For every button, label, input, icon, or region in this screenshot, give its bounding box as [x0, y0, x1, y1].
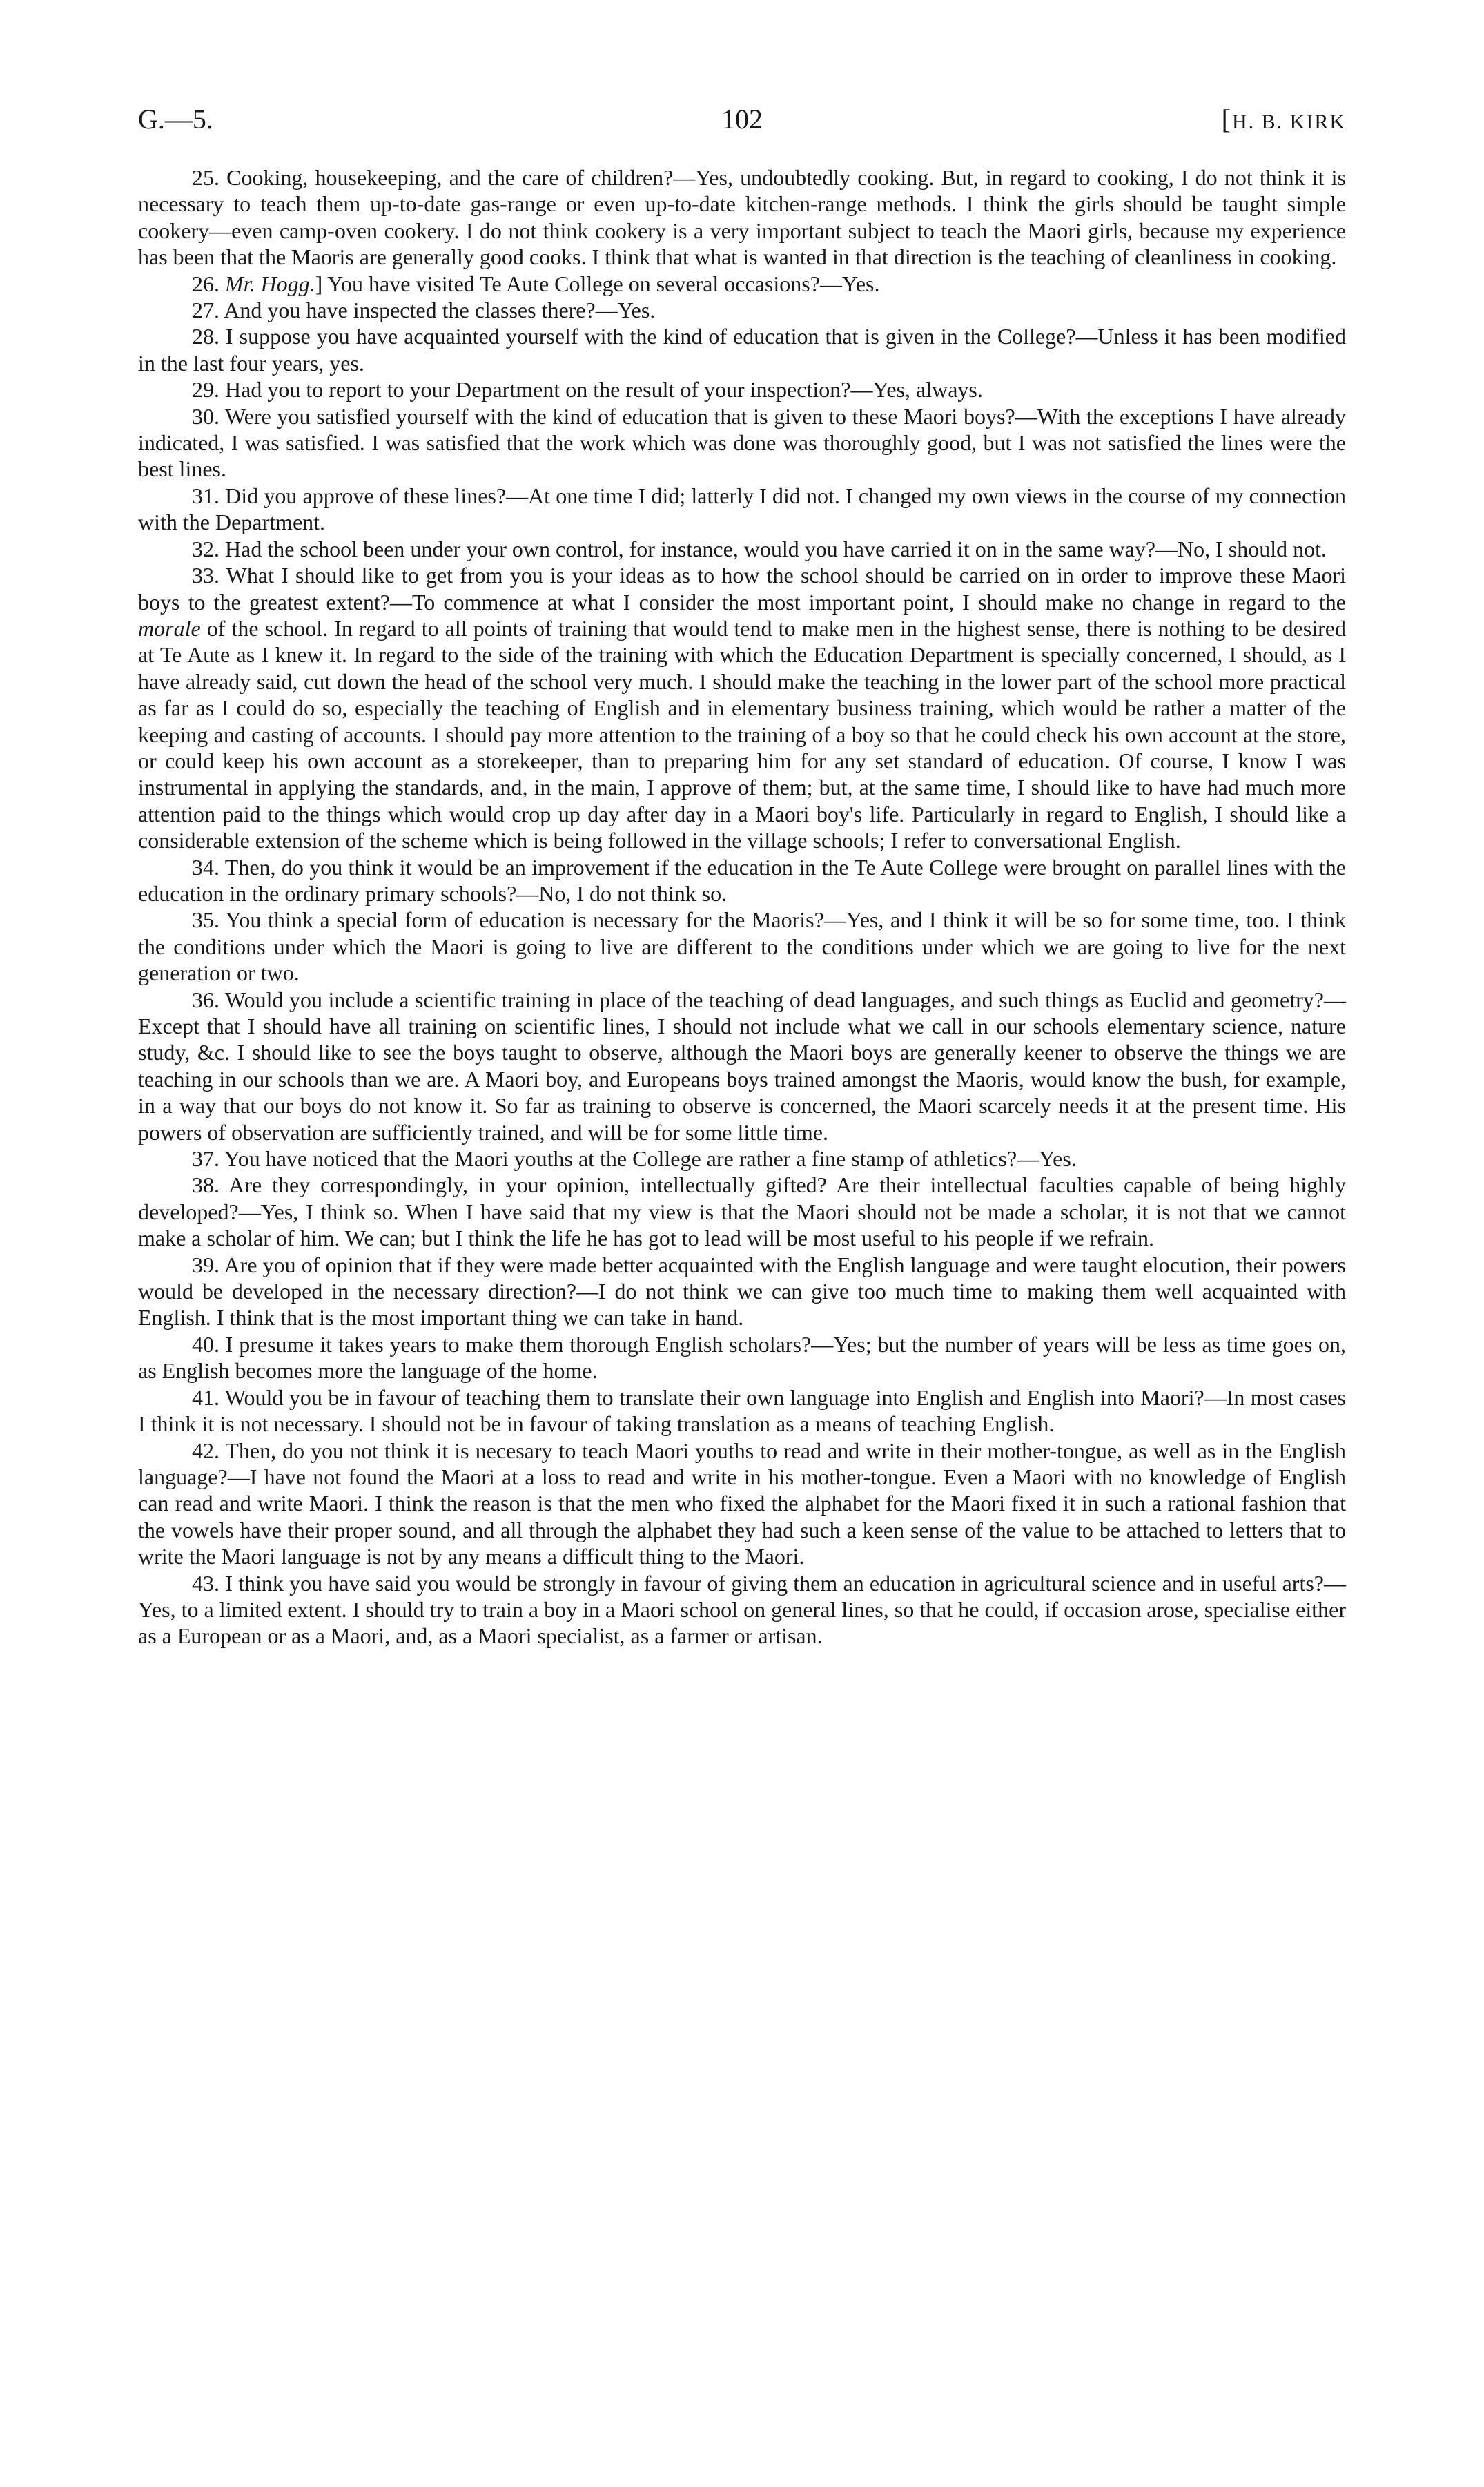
question-number: 27. — [192, 298, 219, 323]
qa-text: Are you of opinion that if they were made better acquainted with the English language and were taught elocution, their powers would be developed in the necessary direction?—I do not think we can give too much time to making them well acquainted with English. I think that is the most important thing we can take in hand. — [138, 1252, 1347, 1330]
qa-item-28 — [138, 323, 1346, 376]
qa-text: You think a special form of education is necessary for the Maoris?—Yes, and I think it will be so for some time, too. I think the conditions under which the Maori is going to live are different to the conditions under which we are going to live for the next generation or two. — [138, 907, 1347, 986]
witness-name-text: H. B. KIRK — [1231, 110, 1346, 133]
report-code: G.—5. — [138, 104, 213, 135]
witness-bracket: [ — [1221, 104, 1232, 135]
question-number: 34. — [192, 854, 219, 880]
speaker-name: Mr. Hogg. — [225, 271, 315, 296]
question-number: 36. — [192, 987, 219, 1012]
qa-item-32 — [138, 536, 1346, 562]
qa-text: Then, do you think it would be an improvement if the education in the Te Aute College were brought on parallel lines with the education in the ordinary primary schools?—No, I do not think so. — [138, 854, 1347, 906]
speaker-bracket: ] — [315, 271, 323, 296]
page-number: 102 — [721, 104, 763, 135]
page-header — [138, 102, 1346, 137]
qa-item-37 — [138, 1145, 1346, 1172]
qa-text: And you have inspected the classes there?—Yes. — [224, 298, 656, 323]
qa-item-30 — [138, 403, 1346, 483]
question-number: 32. — [192, 536, 219, 561]
qa-item-40 — [138, 1331, 1346, 1384]
qa-text: Then, do you not think it is necesary to teach Maori youths to read and write in their mother-tongue, as well as in the English language?—I have not found the Maori at a loss to read and write in his mother-tongue. Even a Maori with no knowledge of English can read and write Maori. I think the reason is that the men who fixed the alphabet for the Maori fixed it in such a rational fashion that the vowels have their proper sound, and all through the alphabet they had such a keen sense of the value to be attached to letters that to write the Maori language is not by any means a difficult thing to the Maori. — [138, 1438, 1347, 1569]
qa-text: I think you have said you would be strongly in favour of giving them an education in agricultural science and in useful arts?—Yes, to a limited extent. I should try to train a boy in a Maori school on general lines, so that he could, if occasion arose, specialise either as a European or as a Maori, and, as a Maori specialist, as a farmer or artisan. — [138, 1570, 1347, 1649]
question-number: 25. — [192, 165, 219, 190]
qa-item-35 — [138, 907, 1346, 986]
question-number: 40. — [192, 1331, 219, 1357]
witness-name — [1222, 102, 1346, 139]
qa-text: Did you approve of these lines?—At one time I did; latterly I did not. I changed my own views in the course of my connection with the Department. — [138, 483, 1347, 535]
qa-item-25 — [138, 164, 1346, 271]
qa-text: Are they correspondingly, in your opinion, intellectually gifted? Are their intellectual faculties capable of being highly developed?—Yes, I think so. When I have said that my view is that the Maori should not be made a scholar, it is not that we cannot make a scholar of him. We can; but I think the life he has got to lead will be most useful to his people if we refrain. — [138, 1172, 1347, 1251]
qa-text: Were you satisfied yourself with the kind of education that is given to these Maori boys?—With the exceptions I have already indicated, I was satisfied. I was satisfied that the work which was done was thoroughly good, but I was not satisfied the lines were the best lines. — [138, 403, 1347, 482]
qa-item-27 — [138, 297, 1346, 323]
qa-item-29 — [138, 376, 1346, 403]
qa-text: Would you be in favour of teaching them to translate their own language into English and English into Maori?—In most cases I think it is not necessary. I should not be in favour of taking translation as a means of teaching English. — [138, 1384, 1347, 1437]
question-number: 42. — [192, 1438, 219, 1463]
qa-text: You have visited Te Aute College on several occasions?—Yes. — [322, 271, 880, 296]
qa-item-36 — [138, 987, 1346, 1145]
question-number: 30. — [192, 403, 219, 429]
qa-item-43 — [138, 1570, 1346, 1649]
qa-item-31 — [138, 483, 1346, 536]
question-number: 43. — [192, 1570, 219, 1596]
qa-text: Had you to report to your Department on the result of your inspection?—Yes, always. — [225, 377, 983, 403]
italic-term: morale — [138, 615, 201, 641]
question-number: 28. — [192, 324, 219, 349]
qa-item-34 — [138, 854, 1346, 907]
qa-item-33 — [138, 562, 1346, 853]
qa-text: What I should like to get from you is your ideas as to how the school should be carried on in order to improve these Maori boys to the greatest extent?—To commence at what I consider the most important point, I should make no change in regard to the — [138, 563, 1347, 615]
qa-item-41 — [138, 1384, 1346, 1438]
question-number: 33. — [192, 563, 219, 588]
question-number: 38. — [192, 1172, 219, 1198]
question-number: 41. — [192, 1384, 219, 1410]
question-number: 39. — [192, 1252, 219, 1277]
qa-item-42 — [138, 1438, 1346, 1570]
qa-text: Had the school been under your own control, for instance, would you have carried it on in the same way?—No, I should not. — [225, 536, 1327, 561]
qa-item-26 — [138, 271, 1346, 297]
qa-text: I presume it takes years to make them thorough English scholars?—Yes; but the number of years will be less as time goes on, as English becomes more the language of the home. — [138, 1331, 1347, 1384]
qa-item-38 — [138, 1172, 1346, 1251]
qa-text: Cooking, housekeeping, and the care of children?—Yes, undoubtedly cooking. But, in regard to cooking, I do not think it is necessary to teach them up-to-date gas-range or even up-to-date kitchen-range methods. I think the girls should be taught simple cookery—even camp-oven cookery. I do not think cookery is a very important subject to teach the Maori girls, because my experience has been that the Maoris are generally good cooks. I think that what is wanted in that direction is the teaching of cleanliness in cooking. — [138, 165, 1347, 270]
qa-item-39 — [138, 1252, 1346, 1331]
question-number: 31. — [192, 483, 219, 508]
question-number: 37. — [192, 1146, 219, 1172]
question-number: 35. — [192, 907, 219, 933]
evidence-text — [138, 164, 1346, 1649]
qa-text: I suppose you have acquainted yourself with the kind of education that is given in the College?—Unless it has been modified in the last four years, yes. — [138, 324, 1347, 376]
qa-text-continued: of the school. In regard to all points of training that would tend to make men in the highest sense, there is nothing to be desired at Te Aute as I knew it. In regard to the side of the training with which the Education Department is specially concerned, I should, as I have already said, cut down the head of the school very much. I should make the teaching in the lower part of the school more practical as far as I could do so, especially the teaching of English and in elementary business training, which would be rather a matter of the keeping and casting of accounts. I should pay more attention to the training of a boy so that he could check his own account at the store, or could keep his own account as a storekeeper, than to preparing him for any set standard of education. Of course, I know I was instrumental in applying the standards, and, in the main, I approve of them; but, at the same time, I should like to have had much more attention paid to the things which would crop up day after day in a Maori boy's life. Particularly in regard to English, I should like a considerable extension of the scheme which is being followed in the village schools; I refer to conversational English. — [138, 615, 1346, 853]
qa-text: Would you include a scientific training in place of the teaching of dead languages, and such things as Euclid and geometry?—Except that I should have all training on scientific lines, I should not include what we call in our schools elementary science, nature study, &c. I should like to see the boys taught to observe, although the Maori boys are generally keener to observe the things we are teaching in our schools than we are. A Maori boy, and Europeans boys trained amongst the Maoris, would know the bush, for example, in a way that our boys do not know it. So far as training to observe is concerned, the Maori scarcely needs it at the present time. His powers of observation are sufficiently trained, and will be for some little time. — [138, 987, 1347, 1145]
question-number: 26. — [192, 271, 219, 296]
question-number: 29. — [192, 377, 219, 403]
qa-text: You have noticed that the Maori youths at the College are rather a fine stamp of athletics?—Yes. — [224, 1146, 1077, 1172]
